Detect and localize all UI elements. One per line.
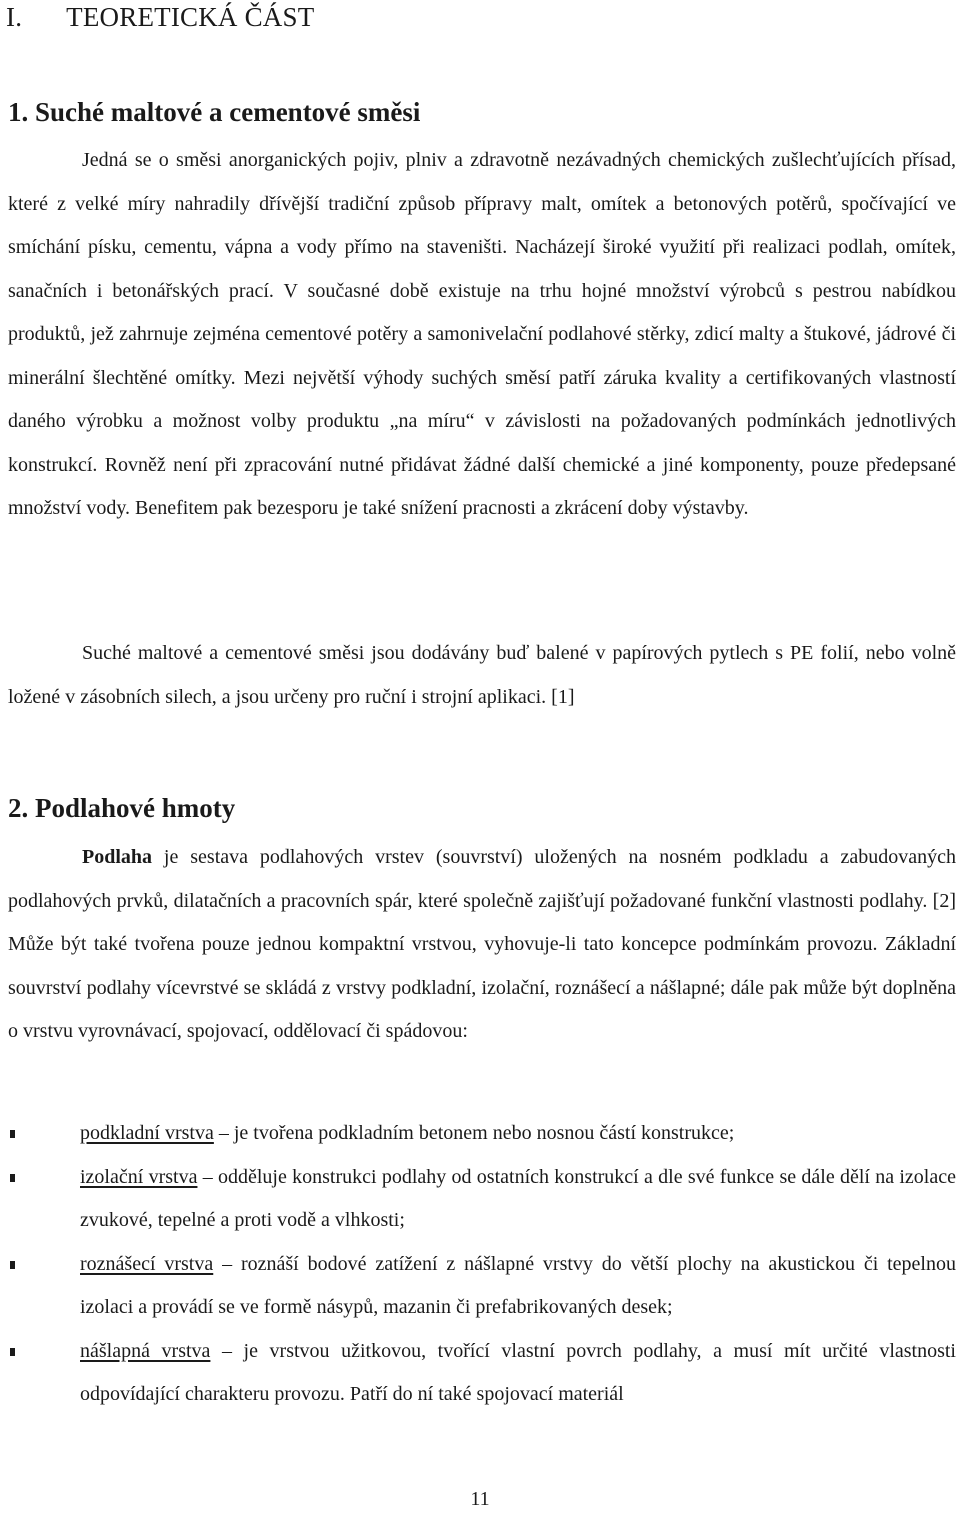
list-item-term: nášlapná vrstva [80, 1339, 211, 1362]
chapter-title: TEORETICKÁ ČÁST [66, 2, 315, 32]
list-item [0, 1156, 956, 1243]
page-number: 11 [470, 1488, 490, 1510]
list-item-desc: – je vrstvou užitkovou, tvořící vlastní povrch podlahy, a musí mít určité vlastnosti odpovídající charakteru provozu. Patří do ní také spojovací materiál [80, 1339, 956, 1405]
section-1-title: 1. Suché maltové a cementové směsi [8, 97, 421, 127]
section-2-paragraph-1-text: je sestava podlahových vrstev (souvrství) uložených na nosném podkladu a zabudovaných podlahových prvků, dilatačních a pracovních spár, které společně zajišťují požadované funkční vlastnosti podlahy. [2] Může být také tvořena pouze jednou kompaktní vrstvou, vyhovuje-li tato koncepce podmínkám provozu. Základní souvrství podlahy vícevrstvé se skládá z vrstvy podkladní, izolační, roznášecí a nášlapné; dále pak může být doplněna o vrstvu vyrovnávací, spojovací, oddělovací či spádovou: [8, 846, 956, 1042]
term-podlaha: Podlaha [82, 846, 153, 868]
layer-list [0, 1112, 960, 1417]
list-item-desc: – roznáší bodové zatížení z nášlapné vrstvy do větší plochy na akustickou či tepelnou izolaci a provádí se ve formě násypů, mazanin či prefabrikovaných desek; [80, 1252, 956, 1318]
list-item-desc: – je tvořena podkladním betonem nebo nosnou částí konstrukce; [213, 1122, 735, 1144]
chapter-number: I. [6, 2, 23, 32]
list-item-desc: – odděluje konstrukci podlahy od ostatních konstrukcí a dle své funkce se dále dělí na izolace zvukové, tepelné a proti vodě a vlhkosti; [80, 1165, 956, 1231]
section-2-paragraph-1 [8, 836, 956, 1054]
list-item-term: podkladní vrstva [80, 1122, 214, 1144]
bullet-icon [10, 1174, 15, 1182]
bullet-icon [10, 1261, 15, 1269]
section-2-title: 2. Podlahové hmoty [8, 793, 236, 823]
list-item [0, 1112, 956, 1156]
list-item-term: izolační vrstva [80, 1165, 198, 1188]
section-1-paragraph-2: Suché maltové a cementové směsi jsou dodávány buď balené v papírových pytlech s PE folií, nebo volně ložené v zásobních silech, a jsou určeny pro ruční i strojní aplikaci. [1] [8, 642, 956, 708]
chapter-heading [6, 2, 314, 33]
list-item [0, 1330, 956, 1417]
bullet-icon [10, 1130, 15, 1138]
section-1-paragraph-1: Jedná se o směsi anorganických pojiv, plniv a zdravotně nezávadných chemických zušlechťujících přísad, které z velké míry nahradily dřívější tradiční způsob přípravy malt, omítek a betonových potěrů, spočívající ve smíchání písku, cementu, vápna a vody přímo na staveništi. Nacházejí široké využití při realizaci podlah, omítek, sanačních i betonářských prací. V současné době existuje na trhu hojné množství výrobců s pestrou nabídkou produktů, jež zahrnuje zejména cementové potěry a samonivelační podlahové stěrky, zdicí malty a štukové, jádrové či minerální šlechtěné omítky. Mezi největší výhody suchých směsí patří záruka kvality a certifikovaných vlastností daného výrobku a možnost volby produktu „na míru“ v závislosti na požadovaných podmínkách jednotlivých konstrukcí. Rovněž není při zpracování nutné přidávat žádné další chemické a jiné komponenty, pouze předepsané množství vody. Benefitem pak bezesporu je také snížení pracnosti a zkrácení doby výstavby. [8, 149, 956, 519]
list-item-term: roznášecí vrstva [80, 1252, 214, 1275]
bullet-icon [10, 1348, 15, 1356]
list-item [0, 1243, 956, 1330]
